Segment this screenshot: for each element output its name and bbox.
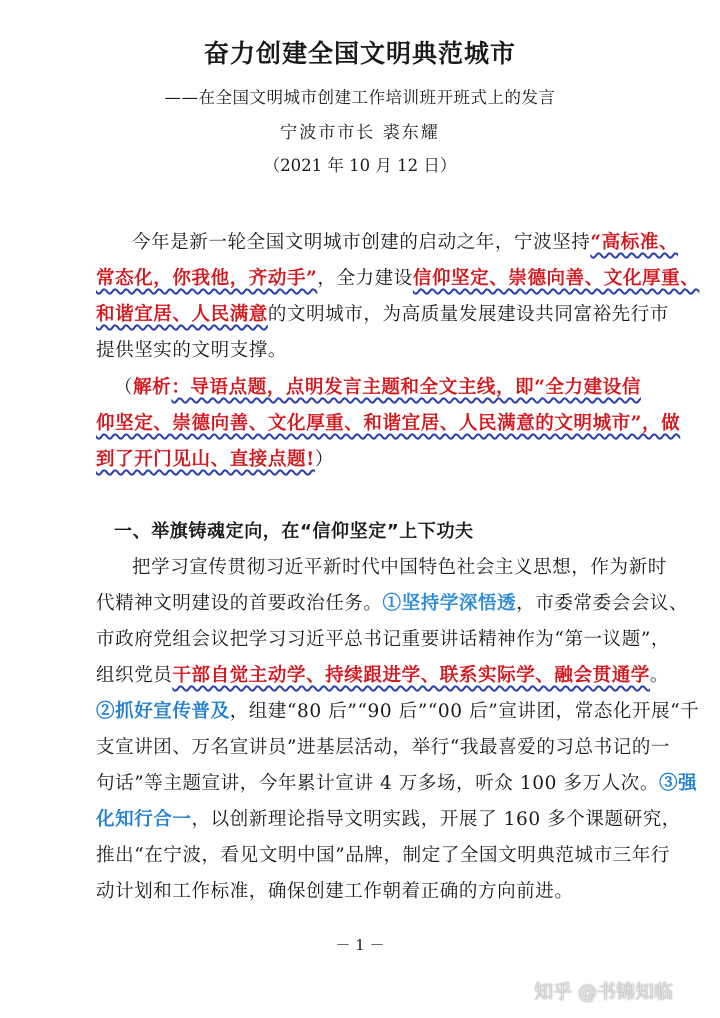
- intro-line-3: [96, 300, 669, 326]
- date-line: （2021 年 10 月 12 日）: [263, 156, 457, 175]
- section-line-8: [96, 805, 681, 831]
- section-line-5: [96, 697, 699, 723]
- section-line-10: 动计划和工作标准，确保创建工作朝着正确的方向前进。: [96, 881, 574, 902]
- intro-line-1: [132, 228, 678, 254]
- analysis-line-2: [96, 409, 680, 435]
- intro-text: 今年是新一轮全国文明城市创建的启动之年，宁波坚持: [132, 232, 591, 253]
- analysis-text: 到了开门见山、直接点题!: [96, 449, 315, 470]
- section-highlight: 干部自觉主动学、持续跟进学、联系实际学、融会贯通学: [172, 665, 650, 686]
- intro-highlight: 常态化，你我他，齐动手”: [96, 268, 318, 289]
- section-line-3: 市政府党组会议把学习习近平总书记重要讲话精神作为“第一议题”，: [96, 629, 671, 650]
- point-label-3-cont: 化知行合一: [96, 809, 192, 830]
- intro-highlight: “高标准、: [590, 232, 679, 253]
- document-subtitle: ——在全国文明城市创建工作培训班开班式上的发言: [164, 88, 556, 107]
- analysis-text: 仰坚定、崇德向善、文化厚重、和谐宜居、人民满意的文明城市”，做: [96, 413, 681, 434]
- analysis-line-3: [96, 445, 334, 471]
- section-text: 句话”等主题宣讲，今年累计宣讲 4 万多场，听众 100 多万人次。: [96, 773, 659, 794]
- point-label-1: ①坚持学深悟透: [382, 593, 517, 614]
- intro-line-2: [96, 264, 699, 290]
- intro-text: ，全力建设: [317, 268, 413, 289]
- analysis-label: 解析: [133, 377, 172, 398]
- intro-highlight: 和谐宜居、人民满意: [96, 304, 268, 325]
- intro-text: 的文明城市，为高质量发展建设共同富裕先行市: [267, 304, 670, 325]
- analysis-bracket: ）: [314, 449, 334, 470]
- point-label-2: ②抓好宣传普及: [96, 701, 230, 722]
- section-line-4: [96, 661, 669, 687]
- point-label-3: ③强: [658, 773, 698, 794]
- section-heading: 一、举旗铸魂定向，在“信仰坚定”上下功夫: [114, 521, 474, 542]
- analysis-text: ：导语点题，点明发言主题和全文主线，即“全力建设信: [171, 377, 641, 398]
- intro-highlight: 信仰坚定、崇德向善、文化厚重、: [412, 268, 700, 289]
- section-line-9: 推出“在宁波，看见文明中国”品牌，制定了全国文明典范城市三年行: [96, 845, 671, 866]
- section-text: 组织党员: [96, 665, 173, 686]
- intro-line-4: 提供坚实的文明支撑。: [96, 340, 288, 361]
- author-line: 宁波市市长 裘东耀: [280, 123, 440, 143]
- analysis-line-1: [114, 373, 641, 399]
- document-title: 奋力创建全国文明典范城市: [203, 39, 516, 68]
- section-line-2: [96, 589, 688, 615]
- section-text: ，组建“80 后”“90 后”“00 后”宣讲团，常态化开展“千: [229, 701, 700, 722]
- watermark: 知乎 @书锦知临: [534, 981, 674, 1003]
- section-text: ，以创新理论指导文明实践，开展了 160 多个课题研究，: [191, 809, 681, 830]
- section-line-1: 把学习宣传贯彻习近平新时代中国特色社会主义思想，作为新时: [132, 557, 667, 578]
- section-line-6: 支宣讲团、万名宣讲员”进基层活动，举行“我最喜爱的习总书记的一: [96, 737, 671, 758]
- section-text: 。: [649, 665, 670, 686]
- section-line-7: [96, 769, 697, 795]
- page-number: － 1 －: [335, 936, 385, 954]
- section-text: 代精神文明建设的首要政治任务。: [96, 593, 383, 614]
- analysis-bracket: （: [114, 377, 134, 398]
- section-text: ，市委常委会会议、: [516, 593, 689, 614]
